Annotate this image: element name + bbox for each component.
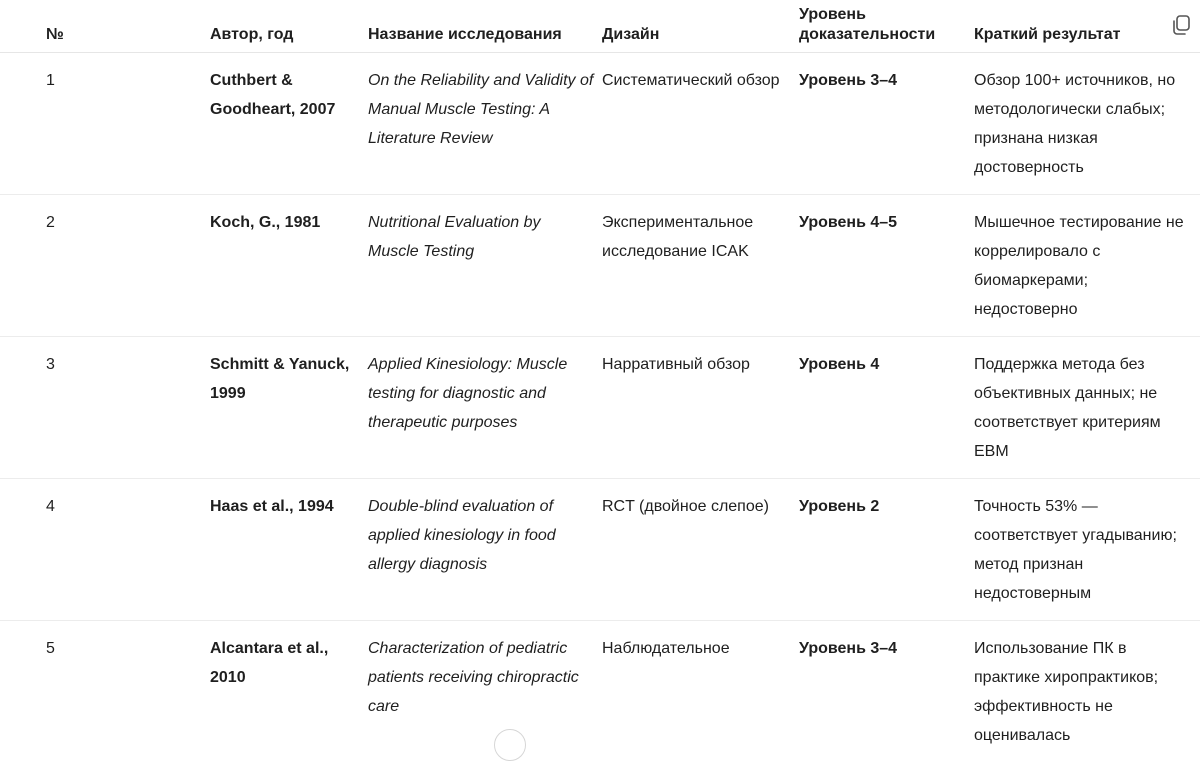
cell-title: Applied Kinesiology: Muscle testing for diagnostic and therapeutic purposes [368, 337, 602, 479]
header-author: Автор, год [210, 0, 368, 53]
table-header-row [0, 0, 1200, 53]
header-title: Название исследования [368, 0, 602, 53]
table-row [0, 621, 1200, 762]
cell-level: Уровень 4 [799, 337, 974, 479]
cell-result: Обзор 100+ источников, но методологически слабых; признана низкая достоверность [974, 53, 1200, 195]
cell-design: Наблюдательное [602, 621, 799, 762]
cell-author: Koch, G., 1981 [210, 195, 368, 337]
copy-icon[interactable] [1170, 14, 1192, 38]
cell-level: Уровень 3–4 [799, 621, 974, 762]
cell-title: On the Reliability and Validity of Manual Muscle Testing: A Literature Review [368, 53, 602, 195]
cell-result: Мышечное тестирование не коррелировало с биомаркерами; недостоверно [974, 195, 1200, 337]
cell-design: Систематический обзор [602, 53, 799, 195]
table-row [0, 53, 1200, 195]
cell-num: 3 [0, 337, 210, 479]
cell-num: 1 [0, 53, 210, 195]
cell-num: 4 [0, 479, 210, 621]
cell-result: Использование ПК в практике хиропрактиков; эффективность не оценивалась [974, 621, 1200, 762]
cell-level: Уровень 4–5 [799, 195, 974, 337]
cell-design: Экспериментальное исследование ICAK [602, 195, 799, 337]
cell-result: Поддержка метода без объективных данных; не соответствует критериям EBM [974, 337, 1200, 479]
header-design: Дизайн [602, 0, 799, 53]
table-row [0, 479, 1200, 621]
cell-num: 2 [0, 195, 210, 337]
cell-num: 5 [0, 621, 210, 762]
cell-design: RCT (двойное слепое) [602, 479, 799, 621]
cell-level: Уровень 3–4 [799, 53, 974, 195]
table-row [0, 337, 1200, 479]
cell-author: Haas et al., 1994 [210, 479, 368, 621]
copy-icon-svg [1170, 14, 1192, 38]
cell-title: Double-blind evaluation of applied kinesiology in food allergy diagnosis [368, 479, 602, 621]
header-level: Уровень доказательности [799, 0, 974, 53]
cell-title: Nutritional Evaluation by Muscle Testing [368, 195, 602, 337]
scroll-down-button[interactable] [494, 729, 526, 761]
cell-design: Нарративный обзор [602, 337, 799, 479]
cell-result: Точность 53% — соответствует угадыванию; метод признан недостоверным [974, 479, 1200, 621]
cell-author: Alcantara et al., 2010 [210, 621, 368, 762]
cell-author: Cuthbert & Goodheart, 2007 [210, 53, 368, 195]
cell-author: Schmitt & Yanuck, 1999 [210, 337, 368, 479]
cell-title: Characterization of pediatric patients receiving chiropractic care [368, 621, 602, 762]
header-result: Краткий результат [974, 0, 1200, 53]
table-row [0, 195, 1200, 337]
cell-level: Уровень 2 [799, 479, 974, 621]
header-num: № [0, 0, 210, 53]
